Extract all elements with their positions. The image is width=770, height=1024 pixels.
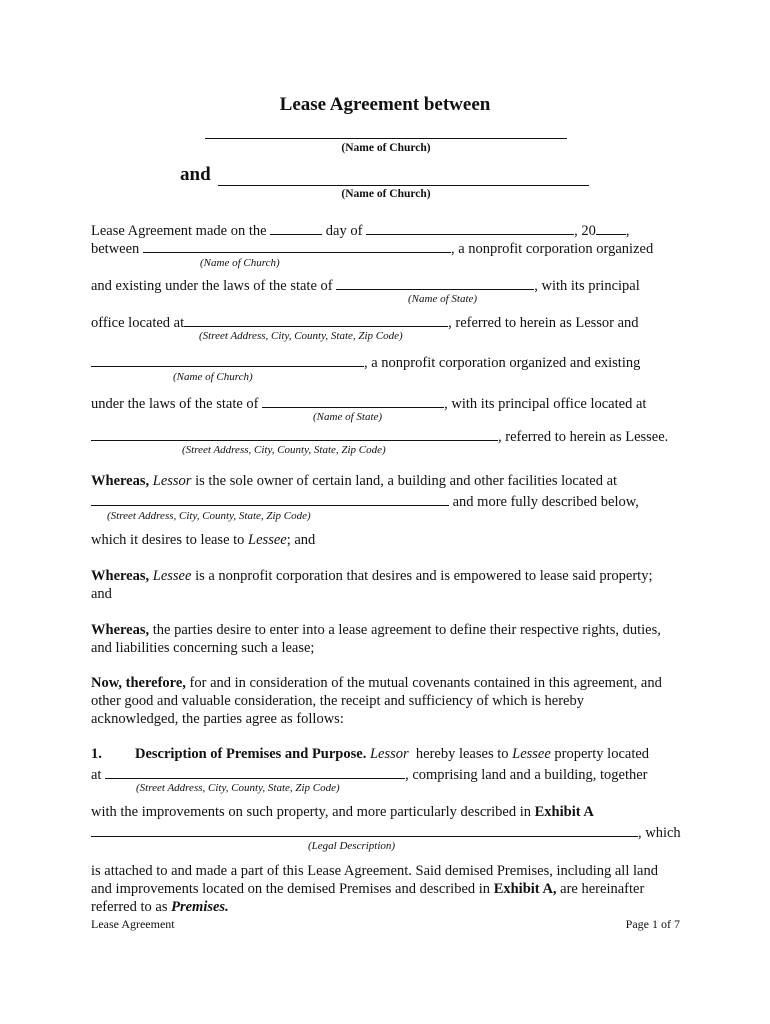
section1-line3 xyxy=(91,804,594,821)
line1-text-b: day of xyxy=(325,223,363,239)
line6-text-b: , with its principal office located at xyxy=(444,396,647,412)
caption-church-1: (Name of Church) xyxy=(341,142,431,154)
line1-text-a: Lease Agreement made on the xyxy=(91,223,267,239)
whereas-lead-1: Whereas, xyxy=(91,473,150,489)
whereas-line3a: which it desires to lease to xyxy=(91,532,249,548)
line-office-located xyxy=(91,312,639,332)
whereas-line3b: ; and xyxy=(286,532,316,548)
section1-paragraph xyxy=(91,862,665,916)
whereas-role-2: Lessee xyxy=(152,568,192,584)
section1-line1 xyxy=(91,746,649,763)
now-lead: Now, therefore, xyxy=(91,675,186,691)
caption-address-3: (Street Address, City, County, State, Zip Code) xyxy=(107,510,311,522)
line2-text-b: , a nonprofit corporation organized xyxy=(450,241,654,257)
whereas-lead-3: Whereas, xyxy=(91,622,150,638)
line3-text-b: , with its principal xyxy=(534,278,640,294)
line6-text-a: under the laws of the state of xyxy=(91,396,259,412)
whereas-lessee-paragraph xyxy=(91,567,671,603)
caption-state-2: (Name of State) xyxy=(313,411,383,423)
whereas-lessor-line1 xyxy=(91,473,617,490)
caption-church-3: (Name of Church) xyxy=(200,257,280,269)
whereas-role-1: Lessor xyxy=(152,473,192,489)
caption-address-4: (Street Address, City, County, State, Zip Code) xyxy=(136,782,340,794)
church-name-field-2[interactable] xyxy=(218,175,589,186)
whereas-tail-1: and more fully described below, xyxy=(449,494,639,510)
caption-legal: (Legal Description) xyxy=(308,840,396,852)
line-lessee-state xyxy=(91,393,646,413)
whereas-text-1: is the sole owner of certain land, a building and other facilities located at xyxy=(191,473,618,489)
footer-left: Lease Agreement xyxy=(91,917,175,931)
section1-line3a: with the improvements on such property, and more particularly described in xyxy=(91,804,535,820)
footer-page-number: Page 1 of 7 xyxy=(625,917,680,931)
section1-role1: Lessor xyxy=(369,746,409,762)
whereas-line3-role: Lessee xyxy=(248,532,287,548)
line1-text-d: , xyxy=(625,223,630,239)
church-name-field-1[interactable] xyxy=(205,128,567,139)
section1-role2: Lessee xyxy=(512,746,551,762)
now-text: for and in consideration of the mutual covenants contained in this agreement, and other good and valuable consideration, the receipt and sufficiency of which is hereby acknowledged, the parties agree as follows: xyxy=(91,675,662,727)
lessor-state-field[interactable] xyxy=(336,275,534,290)
month-field[interactable] xyxy=(366,220,574,235)
lessee-address-field[interactable] xyxy=(91,426,498,441)
and-label: and xyxy=(180,164,211,185)
section1-at: at xyxy=(91,767,102,783)
section1-p1: is attached to and made a part of this Lease Agreement. Said demised Premises, including all land and improvements located on the demised Premises and described in xyxy=(91,863,658,897)
caption-church-4: (Name of Church) xyxy=(173,371,253,383)
section1-heading: Description of Premises and Purpose. xyxy=(135,746,367,762)
now-therefore-paragraph xyxy=(91,674,667,728)
section1-tail: , comprising land and a building, together xyxy=(405,767,648,783)
lessee-church-field[interactable] xyxy=(91,352,364,367)
whereas-lessor-line3 xyxy=(91,532,315,549)
section1-line2 xyxy=(91,764,648,784)
lessor-church-field[interactable] xyxy=(143,238,451,253)
whereas-lessor-line2 xyxy=(91,491,639,511)
section1-which: , which xyxy=(638,825,681,841)
line-between xyxy=(91,238,653,258)
day-field[interactable] xyxy=(270,220,322,235)
page-title: Lease Agreement between xyxy=(279,94,491,115)
line-existing-state xyxy=(91,275,640,295)
section1-line4 xyxy=(91,822,681,842)
year-field[interactable] xyxy=(596,220,626,235)
caption-church-2: (Name of Church) xyxy=(341,188,431,200)
section1-exhibit2: Exhibit A, xyxy=(493,881,557,897)
lessee-state-field[interactable] xyxy=(262,393,444,408)
line-lessee-church xyxy=(91,352,640,372)
whereas-lead-2: Whereas, xyxy=(91,568,150,584)
premises-address-field[interactable] xyxy=(105,764,405,779)
section1-p2: are hereinafter referred to as xyxy=(91,881,645,915)
line-lessee-address xyxy=(91,426,668,446)
line1-text-c: , 20 xyxy=(574,223,596,239)
section1-text1: hereby leases to xyxy=(408,746,513,762)
caption-address-1: (Street Address, City, County, State, Zip Code) xyxy=(199,330,403,342)
legal-description-field[interactable] xyxy=(91,822,638,837)
caption-address-2: (Street Address, City, County, State, Zip Code) xyxy=(182,444,386,456)
line2-text-a: between xyxy=(91,241,140,257)
line5-text-b: , a nonprofit corporation organized and existing xyxy=(364,355,641,371)
line4-text-a: office located at xyxy=(91,315,185,331)
property-address-field[interactable] xyxy=(91,491,449,506)
line4-text-b: , referred to herein as Lessor and xyxy=(448,315,639,331)
lessor-address-field[interactable] xyxy=(184,312,448,327)
section1-exhibit: Exhibit A xyxy=(534,804,594,820)
line3-text-a: and existing under the laws of the state of xyxy=(91,278,333,294)
section1-text2: property located xyxy=(550,746,650,762)
section1-premises: Premises. xyxy=(171,899,229,915)
caption-state-1: (Name of State) xyxy=(408,293,478,305)
section1-number: 1. xyxy=(91,746,102,762)
whereas-parties-paragraph xyxy=(91,621,671,657)
line-made-on xyxy=(91,220,629,240)
line7-text-b: , referred to herein as Lessee. xyxy=(498,429,669,445)
whereas-text-3: the parties desire to enter into a lease agreement to define their respective rights, duties, and liabilities concerning such a lease; xyxy=(91,622,661,656)
whereas-text-2: is a nonprofit corporation that desires and is empowered to lease said property; and xyxy=(91,568,653,602)
